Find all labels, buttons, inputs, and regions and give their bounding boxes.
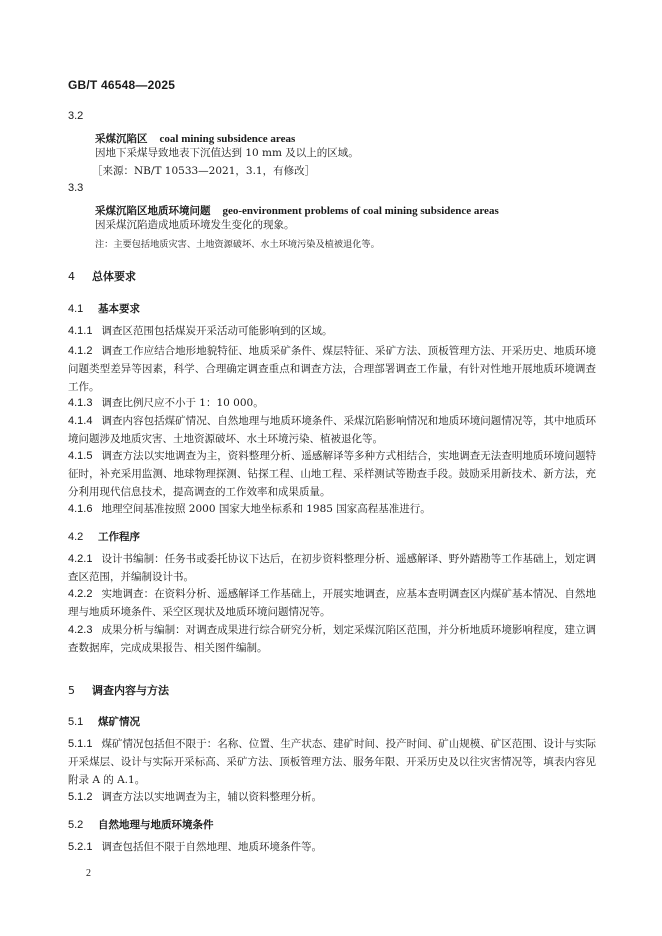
term-definition: 因采煤沉陷造成地质环境发生变化的现象。 <box>95 219 295 231</box>
page-number: 2 <box>86 868 91 879</box>
clause-paragraph: 4.1.4 调查内容包括煤矿情况、自然地理与地质环境条件、采煤沉陷影响情况和地质环境问题情况等，其中地质环境问题涉及地质灾害、土地资源破坏、水土环境污染、植被退化等。 <box>68 415 596 445</box>
subsection-number: 4.1 <box>68 303 84 315</box>
subsection-title: 工作程序 <box>98 531 140 543</box>
clause-paragraph: 4.2.1 设计书编制：任务书或委托协议下达后，在初步资料整理分析、遥感解译、野外踏勘等工作基础上，划定调查区范围，并编制设计书。 <box>68 553 596 583</box>
clause-paragraph: 4.2.2 实地调查：在资料分析、遥感解译工作基础上，开展实地调查，应基本查明调查区内煤矿基本情况、自然地理与地质环境条件、采空区现状及地质环境问题情况等。 <box>68 588 596 618</box>
subsection-title: 煤矿情况 <box>98 716 140 728</box>
section-title: 总体要求 <box>92 270 136 283</box>
subsection-title: 基本要求 <box>98 303 140 315</box>
section-title: 调查内容与方法 <box>92 684 169 697</box>
clause-paragraph: 4.1.5 调查方法以实地调查为主，资料整理分析、遥感解译等多种方式相结合，实地调查无法查明地质环境问题特征时，补充采用监测、地球物理探测、钻探工程、山地工程、采样测试等勘查手段。鼓励采用新技术、新方法，充分利用现代信息技术，提高调查的工作效率和成果质量。 <box>68 450 596 498</box>
clause-paragraph: 4.1.1 调查区范围包括煤炭开采活动可能影响到的区域。 <box>68 325 333 337</box>
section-number: 4 <box>68 270 75 283</box>
subsection-number: 5.2 <box>68 819 84 831</box>
clause-paragraph: 5.2.1 调查包括但不限于自然地理、地质环境条件等。 <box>68 841 322 853</box>
clause-paragraph: 5.1.2 调查方法以实地调查为主，辅以资料整理分析。 <box>68 791 322 803</box>
term-english: coal mining subsidence areas <box>159 133 296 145</box>
subsection-number: 5.1 <box>68 716 84 728</box>
term-chinese: 采煤沉陷区地质环境问题 <box>95 205 211 217</box>
term-heading <box>95 127 295 146</box>
term-source: ［来源：NB/T 10533—2021，3.1，有修改］ <box>92 165 316 177</box>
subsection-title: 自然地理与地质环境条件 <box>98 819 214 831</box>
subsection-heading <box>68 529 140 544</box>
term-chinese: 采煤沉陷区 <box>95 133 148 145</box>
clause-paragraph: 5.1.1 煤矿情况包括但不限于：名称、位置、生产状态、建矿时间、投产时间、矿山规模、矿区范围、设计与实际开采煤层、设计与实际开采标高、采矿方法、顶板管理方法、服务年限、开采历史及以往灾害情况等，填表内容见附录 A 的 A.1。 <box>68 738 596 786</box>
section-heading <box>68 268 136 284</box>
clause-paragraph: 4.1.3 调查比例尺应不小于 1：10 000。 <box>68 397 264 409</box>
term-english: geo-environment problems of coal mining subsidence areas <box>222 205 499 217</box>
subsection-heading <box>68 301 140 316</box>
section-number: 5 <box>68 684 75 697</box>
subsection-number: 4.2 <box>68 531 84 543</box>
subsection-heading <box>68 817 214 832</box>
term-number: 3.2 <box>68 110 84 122</box>
subsection-heading <box>68 714 140 729</box>
standard-code-header: GB/T 46548—2025 <box>68 78 176 92</box>
clause-paragraph: 4.1.6 地理空间基准按照 2000 国家大地坐标系和 1985 国家高程基准进行。 <box>68 503 431 515</box>
clause-paragraph: 4.2.3 成果分析与编制：对调查成果进行综合研究分析，划定采煤沉陷区范围，并分析地质环境影响程度，建立调查数据库，完成成果报告、相关图件编制。 <box>68 624 596 654</box>
section-heading <box>68 682 169 698</box>
term-note: 注：主要包括地质灾害、土地资源破坏、水土环境污染及植被退化等。 <box>95 239 380 250</box>
clause-paragraph: 4.1.2 调查工作应结合地形地貌特征、地质采矿条件、煤层特征、采矿方法、顶板管理方法、开采历史、地质环境问题类型差异等因素，科学、合理确定调查重点和调查方法，合理部署调查工作量，有针对性地开展地质环境调查工作。 <box>68 345 596 393</box>
term-definition: 因地下采煤导致地表下沉值达到 10 mm 及以上的区域。 <box>95 147 359 159</box>
term-heading <box>95 199 499 218</box>
term-number: 3.3 <box>68 182 84 194</box>
